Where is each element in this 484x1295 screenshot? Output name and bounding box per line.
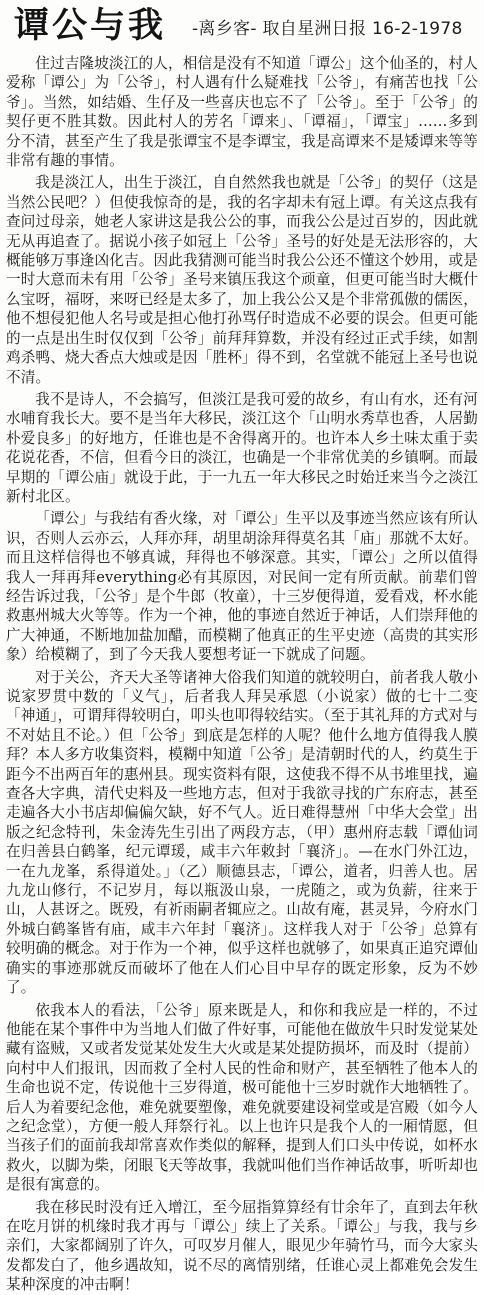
paragraph-5: 对于关公，齐天大圣等诸神大俗我们知道的就较明白，前者我人敬小说家罗贯中数的「义气」，后者我人拜吴承恩（小说家）做的七十二变「神通」，可谓拜得较明白，叩头也叩得较结实。（至于其礼拜的方式对与不对姑且不论。）但「公爷」到底是怎样的人呢？他什么地方值得我人膜拜？本人多方收集资料，模糊中知道「公爷」是清朝时代的人，约莫生于距今不出两百年的惠州县。现实资料有限，这使我不得不从书堆里找，遍查各大字典，清代史料及一些地方志，但对于我欲寻找的广东府志，甚至走遍各大小书店却偏偏欠缺，好不气人。近日难得慧州「中华大会堂」出版之纪念特刊，朱金涛先生引出了两段方志，（甲）惠州府志载「谭仙词在归善县白鹤峯，纪元谭瑗，咸丰六年敕封「襄济」。—在水门外江边，一在九龙峯，系得道处。」（乙）顺德县志，「谭公，道者，归善人也。居九龙山修行，不记岁月，每以瓶汲山泉，一虎随之，或为负薪，往来于山，人甚讶之。既殁，有祈雨嗣者辄应之。山故有庵，甚灵异，今府水门外城白鹤峯皆有庙，咸丰六年封「襄济」。这样我人对于「公爷」总算有较明确的概念。对于作为一个神，似乎这样也就够了，如果真正追究谭仙确实的事迹那就反而破坏了他在人们心目中早存的既定形象，反为不妙了。 bbox=[6, 668, 478, 997]
paragraph-1: 住过吉隆坡淡江的人，相信是没有不知道「谭公」这个仙圣的，村人爱称「谭公」为「公爷」，村人遇有什么疑难找「公爷」，有痛苦也找「公爷」。当然，如结婚、生仔及一些喜庆也忘不了「公爷」。至于「公爷」的契仔更不胜其数。因此村人的芳名「谭来」、「谭福」，「谭宝」……多到分不清，甚至产生了我是张谭宝不是李谭宝，我是高谭来不是矮谭来等等非常有趣的事情。 bbox=[6, 55, 478, 170]
article-byline: -离乡客- 取自星洲日报 16-2-1978 bbox=[192, 19, 463, 39]
paragraph-6: 依我本人的看法，「公爷」原来既是人，和你和我应是一样的，不过他能在某个事件中为当地人们做了件好事，可能他在做放牛只时发觉某处藏有盗贼，又或者发觉某处发生大火或是某处提防损坏，而及时（提前）向村中人们报讯，因而救了全村人民的性命和财产，甚至牺牲了他本人的生命也说不定，传说他十三岁得道，极可能他十三岁时就作大地牺牲了。后人为着要纪念他，难免就要塑像，难免就要建设祠堂或是宫殿（如今人之纪念堂），方便一般人拜祭行礼。以上也许只是我个人的一厢情愿，但当孩子们的面前我却常喜欢作类似的解释，提到人们口头中传说，如杯水救火，以脚为柴，闭眼飞天等故事，我就叫他们当作神话故事，听听却也是很有寓意的。 bbox=[6, 1001, 478, 1194]
paragraph-3: 我不是诗人，不会搞写，但淡江是我可爱的故乡，有山有水，还有河水哺育我长大。要不是当年大移民，淡江这个「山明水秀草也香，人居勤朴爱良多」的好地方，任谁也是不舍得离开的。也许本人乡土味太重于卖花说花香，不信，但看今日的淡江，也确是一个非常优美的乡镇啊。而最早期的「谭公庙」就设于此，于一九五一年大移民之时始迁来当今之淡江新村北区。 bbox=[6, 390, 478, 505]
paragraph-7: 我在移民时没有迁入增江，至今屈指算算经有廿余年了，直到去年秋在吃月饼的机缘时我才再与「谭公」续上了关系。「谭公」与我，我与乡亲们，大家都阔别了许久，可叹岁月催人，眼见少年骑竹马，而今大家头发都发白了，他乡遇故知，说不尽的离情别绪，任谁心灵上都难免会发生某种深度的冲击啊！ bbox=[6, 1198, 478, 1294]
paragraph-2: 我是淡江人，出生于淡江，自自然然我也就是「公爷」的契仔（这是当然公民吧？）但使我惊奇的是，我的名字却未有冠上谭。有关这点我有查问过母亲，她老人家讲这是我公公的事，而我公公是过百岁的，因此就无从再追查了。据说小孩子如冠上「公爷」圣号的好处是无法形容的，大概能够万事逢凶化吉。因此我猜测可能当时我公公还不懂这个妙用，或是一时大意而未有用「公爷」圣号来镇压我这个顽童，但更可能当时大概什么宝呀，福呀，来呀已经是太多了，加上我公公又是个非常孤傲的儒医，他不想侵犯他人名号或是担心他打孙骂仔时造成不必要的误会。但更可能的一点是出生时仅仅到「公爷」前拜拜算数，并没有经过正式手续，如割鸡杀鸭、烧大香点大烛或是因「胜杯」得不到，名堂就不能冠上圣号也说不清。 bbox=[6, 174, 478, 386]
article-body bbox=[6, 54, 478, 1294]
paragraph-4: 「谭公」与我结有香火缘，对「谭公」生平以及事迹当然应该有所认识，否则人云亦云，人拜亦拜，胡里胡涂拜得莫名其「庙」那就不太好。而且这样信得也不够真诚，拜得也不够深意。其实，「谭公」之所以值得我人一拜再拜everything必有其原因，对民间一定有所贡献。前辈们曾经告诉过我，「公爷」是个牛郎（牧童），十三岁便得道，爱看戏，杯水能救惠州城大火等等。作为一个神，他的事迹自然近于神话，人们崇拜他的广大神通，不断地加盐加醋，而模糊了他真正的生平史迹（高贵的其实形象）给模糊了，到了今天我人要想考证一下就成了问题。 bbox=[6, 510, 478, 664]
article-title: 谭公与我 bbox=[14, 5, 167, 46]
article-header bbox=[14, 2, 474, 52]
